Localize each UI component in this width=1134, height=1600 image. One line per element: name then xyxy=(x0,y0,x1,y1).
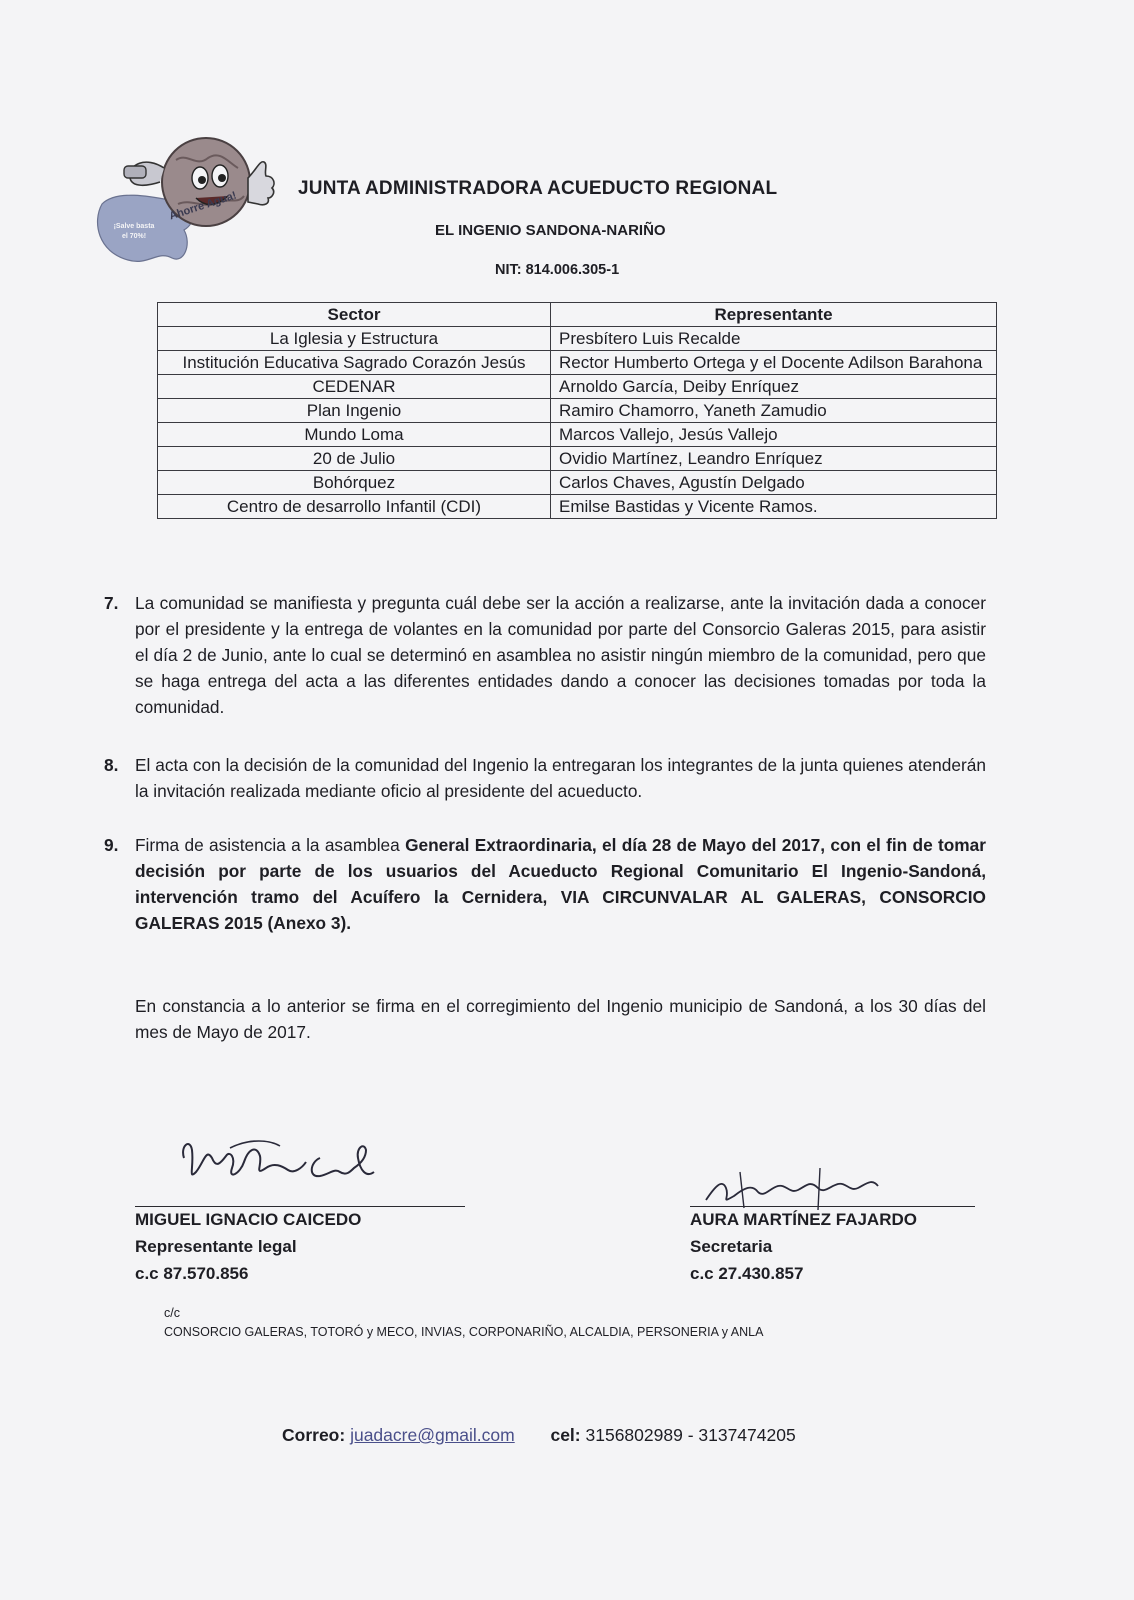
table-row xyxy=(158,399,997,423)
organization-subtitle: EL INGENIO SANDONA-NARIÑO xyxy=(435,222,666,239)
table-row xyxy=(158,495,997,519)
cell-representante: Marcos Vallejo, Jesús Vallejo xyxy=(551,423,997,447)
item-text: La comunidad se manifiesta y pregunta cuál debe ser la acción a realizarse, ante la invitación dada a conocer por el presidente y la entrega de volantes en la comunidad por parte del Consorcio Galeras 2015, para asistir el día 2 de Junio, ante lo cual se determinó en asamblea no asistir ningún miembro de la comunidad, pero que se haga entrega del acta a las diferentes entidades dando a conocer las decisiones tomadas por toda la comunidad. xyxy=(135,593,986,717)
item-text xyxy=(135,832,986,936)
table-row xyxy=(158,351,997,375)
item-text-bold: General Extraordinaria, el día 28 de Mayo del 2017, con el fin de tomar decisión por parte de los usuarios del Acueducto Regional Comunitario El Ingenio-Sandoná, intervención tramo del Acuífero la Cernidera, VIA CIRCUNVALAR AL GALERAS, CONSORCIO GALERAS 2015 (Anexo 3). xyxy=(135,835,986,933)
cell-sector: Bohórquez xyxy=(158,471,551,495)
item-number: 7. xyxy=(104,593,119,613)
signature-left xyxy=(170,1128,400,1198)
item-number: 8. xyxy=(104,755,119,775)
organization-nit: NIT: 814.006.305-1 xyxy=(495,262,620,278)
table-row xyxy=(158,423,997,447)
closing-statement: En constancia a lo anterior se firma en el corregimiento del Ingenio municipio de Sandoná, a los 30 días del mes de Mayo de 2017. xyxy=(135,996,986,1042)
cc-label: c/c xyxy=(164,1306,180,1320)
signature-block-right xyxy=(690,1206,917,1287)
cell-sector: La Iglesia y Estructura xyxy=(158,327,551,351)
signer-name: MIGUEL IGNACIO CAICEDO xyxy=(135,1210,362,1229)
header-representante: Representante xyxy=(551,303,997,327)
phone-numbers: 3156802989 - 3137474205 xyxy=(585,1425,796,1445)
cell-sector: Centro de desarrollo Infantil (CDI) xyxy=(158,495,551,519)
cell-sector: Institución Educativa Sagrado Corazón Jesús xyxy=(158,351,551,375)
table-row xyxy=(158,471,997,495)
contact-footer xyxy=(282,1425,796,1446)
cell-representante: Rector Humberto Ortega y el Docente Adilson Barahona xyxy=(551,351,997,375)
cell-representante: Arnoldo García, Deiby Enríquez xyxy=(551,375,997,399)
cell-representante: Carlos Chaves, Agustín Delgado xyxy=(551,471,997,495)
table-row xyxy=(158,447,997,471)
item-number: 9. xyxy=(104,835,119,855)
item-8 xyxy=(104,752,986,804)
table-row xyxy=(158,327,997,351)
representatives-table xyxy=(157,302,997,519)
signer-role: Representante legal xyxy=(135,1237,297,1256)
signature-block-left xyxy=(135,1206,361,1287)
table-header-row xyxy=(158,303,997,327)
cell-sector: 20 de Julio xyxy=(158,447,551,471)
logo-text: Ahorre Agua! xyxy=(167,189,239,223)
phone-label: cel: xyxy=(550,1425,581,1445)
email-link[interactable]: juadacre@gmail.com xyxy=(350,1425,515,1445)
item-text-plain: Firma de asistencia a la asamblea xyxy=(135,835,406,855)
item-text: El acta con la decisión de la comunidad del Ingenio la entregaran los integrantes de la junta quienes atenderán la invitación realizada mediante oficio al presidente del acueducto. xyxy=(135,755,986,801)
cell-representante: Emilse Bastidas y Vicente Ramos. xyxy=(551,495,997,519)
logo-badge: ¡Salve basta el 70%! xyxy=(113,223,155,240)
cell-representante: Presbítero Luis Recalde xyxy=(551,327,997,351)
item-9 xyxy=(104,832,986,936)
signer-role: Secretaria xyxy=(690,1237,773,1256)
water-drop-mascot-logo xyxy=(88,112,288,272)
cc-recipients: CONSORCIO GALERAS, TOTORÓ y MECO, INVIAS, CORPONARIÑO, ALCALDIA, PERSONERIA y ANLA xyxy=(164,1325,764,1339)
signer-id: c.c 27.430.857 xyxy=(690,1264,804,1283)
cell-representante: Ovidio Martínez, Leandro Enríquez xyxy=(551,447,997,471)
header-sector: Sector xyxy=(158,303,551,327)
cell-sector: Plan Ingenio xyxy=(158,399,551,423)
email-label: Correo: xyxy=(282,1425,346,1445)
cell-representante: Ramiro Chamorro, Yaneth Zamudio xyxy=(551,399,997,423)
cell-sector: CEDENAR xyxy=(158,375,551,399)
signer-name: AURA MARTÍNEZ FAJARDO xyxy=(690,1210,917,1229)
table-row xyxy=(158,375,997,399)
item-7 xyxy=(104,590,986,720)
organization-title: JUNTA ADMINISTRADORA ACUEDUCTO REGIONAL xyxy=(298,178,778,199)
cell-sector: Mundo Loma xyxy=(158,423,551,447)
signer-id: c.c 87.570.856 xyxy=(135,1264,249,1283)
